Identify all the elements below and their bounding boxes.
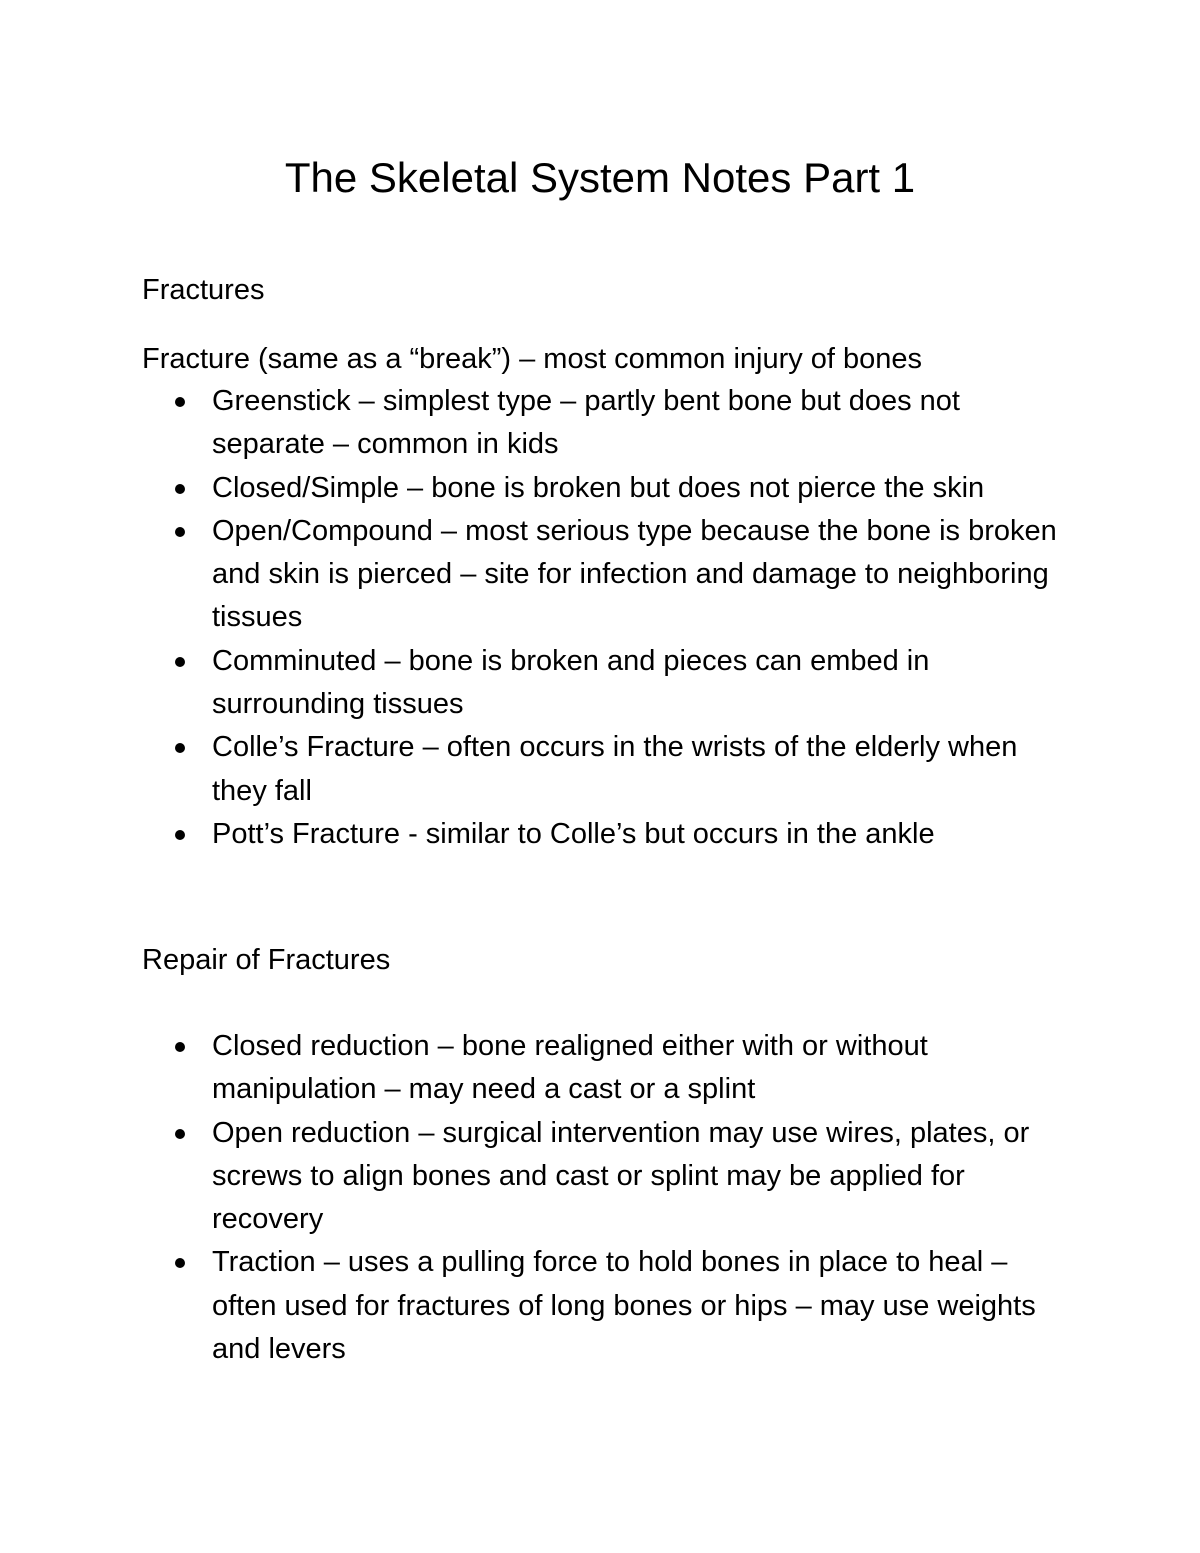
list-item-text: Closed/Simple – bone is broken but does not pierce the skin bbox=[212, 471, 985, 504]
bullet-icon bbox=[175, 1129, 185, 1139]
bullet-icon bbox=[175, 484, 185, 494]
bullet-icon bbox=[175, 397, 185, 407]
list-item bbox=[212, 510, 1072, 640]
list-item bbox=[212, 640, 1072, 727]
bullet-icon bbox=[175, 1042, 185, 1052]
list-item-text: Traction – uses a pulling force to hold bones in place to heal – often used for fractures of long bones or hips – may use weights and levers bbox=[212, 1246, 1036, 1366]
bullet-icon bbox=[175, 830, 185, 840]
bullet-icon bbox=[175, 1258, 185, 1268]
page-title: The Skeletal System Notes Part 1 bbox=[284, 154, 916, 201]
bullet-icon bbox=[175, 743, 185, 753]
fracture-definition: Fracture (same as a “break”) – most common injury of bones bbox=[142, 343, 923, 375]
fractures-heading: Fractures bbox=[142, 274, 265, 306]
repair-heading: Repair of Fractures bbox=[142, 944, 391, 976]
list-item bbox=[212, 1025, 1072, 1112]
bullet-icon bbox=[175, 657, 185, 667]
list-item bbox=[212, 1112, 1072, 1242]
list-item bbox=[212, 813, 1072, 856]
bullet-icon bbox=[175, 527, 185, 537]
list-item bbox=[212, 380, 1072, 467]
list-item-text: Colle’s Fracture – often occurs in the wrists of the elderly when they fall bbox=[212, 731, 1018, 807]
list-item-text: Pott’s Fracture - similar to Colle’s but occurs in the ankle bbox=[212, 817, 935, 850]
list-item bbox=[212, 726, 1072, 813]
list-item bbox=[212, 467, 1072, 510]
repair-methods-list bbox=[212, 1025, 1072, 1371]
list-item-text: Open reduction – surgical intervention may use wires, plates, or screws to align bones and cast or splint may be applied for recovery bbox=[212, 1116, 1030, 1236]
fracture-types-list bbox=[212, 380, 1072, 856]
list-item-text: Open/Compound – most serious type because the bone is broken and skin is pierced – site for infection and damage to neighboring tissues bbox=[212, 514, 1057, 634]
list-item-text: Greenstick – simplest type – partly bent bone but does not separate – common in kids bbox=[212, 385, 960, 461]
list-item-text: Closed reduction – bone realigned either with or without manipulation – may need a cast or a splint bbox=[212, 1030, 928, 1106]
list-item-text: Comminuted – bone is broken and pieces can embed in surrounding tissues bbox=[212, 644, 930, 721]
list-item bbox=[212, 1241, 1072, 1371]
